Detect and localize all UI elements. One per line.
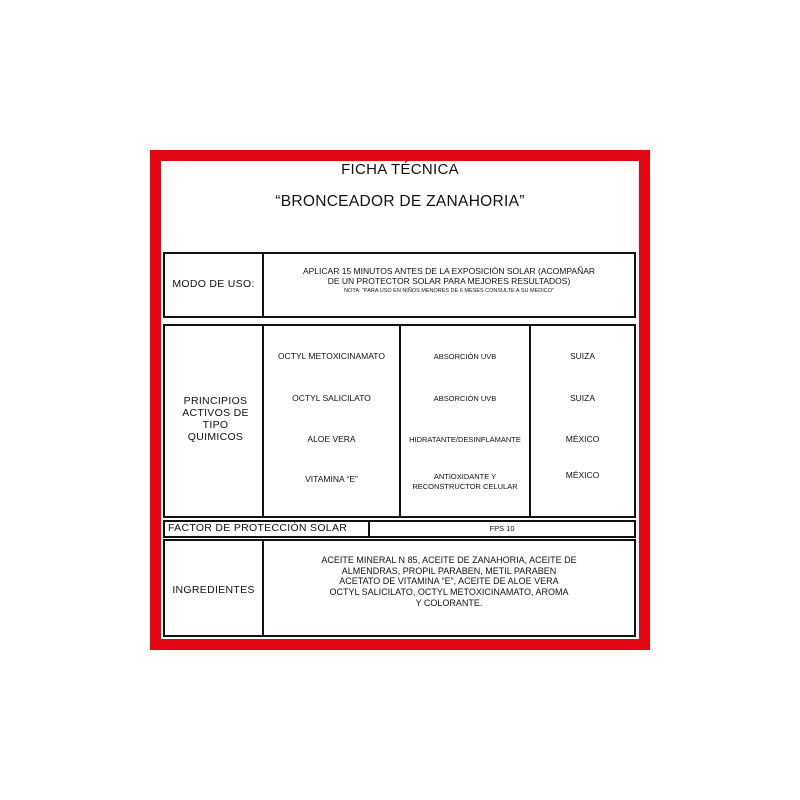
ingredients-line-1: ACEITE MINERAL N 85, ACEITE DE ZANAHORIA, ACEITE DE [321, 555, 577, 565]
active-function-1: ABSORCIÓN UVB [433, 352, 497, 361]
usage-text-line1: APLICAR 15 MINUTOS ANTES DE LA EXPOSICIÓN SOLAR (ACOMPAÑAR [302, 266, 596, 276]
active-function-3: HIDRATANTE/DESINFLAMANTE [409, 435, 521, 444]
ingredients-line-4: OCTYL SALICILATO, OCTYL METOXICINAMATO, AROMA [329, 587, 569, 597]
product-name: “BRONCEADOR DE ZANAHORIA” [275, 193, 525, 210]
active-function-4: ANTIOXIDANTE Y RECONSTRUCTOR CELULAR [412, 472, 518, 491]
active-origin-2: SUIZA [569, 393, 596, 403]
active-name-2: OCTYL SALICILATO [292, 393, 371, 403]
sheet-title: FICHA TÉCNICA [341, 161, 459, 178]
ingredients-line-3: ACETATO DE VITAMINA “E”, ACEITE DE ALOE VERA [339, 576, 559, 586]
active-function-2: ABSORCIÓN UVB [433, 394, 497, 403]
active-origin-4: MÉXICO [565, 470, 600, 480]
ingredients-label: INGREDIENTES [172, 584, 255, 596]
active-origin-3: MÉXICO [565, 434, 600, 444]
active-origin-1: SUIZA [569, 351, 596, 361]
fps-value: FPS 10 [489, 524, 515, 533]
active-label: PRINCIPIOS ACTIVOS DE TIPO QUIMICOS [182, 395, 249, 443]
fps-label: FACTOR DE PROTECCIÓN SOLAR [168, 522, 348, 534]
usage-text-line2: DE UN PROTECTOR SOLAR PARA MEJORES RESULTADOS) [327, 276, 571, 286]
ingredients-line-2: ALMENDRAS, PROPIL PARABEN, METIL PARABEN [341, 566, 557, 576]
usage-label: MODO DE USO: [172, 278, 255, 290]
active-name-4: VITAMINA “E” [305, 474, 358, 484]
active-name-1: OCTYL METOXICINAMATO [278, 351, 385, 361]
active-name-3: ALOE VERA [307, 434, 356, 444]
usage-note: NOTA: “PARA USO EN NIÑOS MENORES DE 6 MESES CONSULTE A SU MEDICO” [344, 288, 554, 294]
ingredients-line-5: Y COLORANTE. [415, 598, 483, 608]
